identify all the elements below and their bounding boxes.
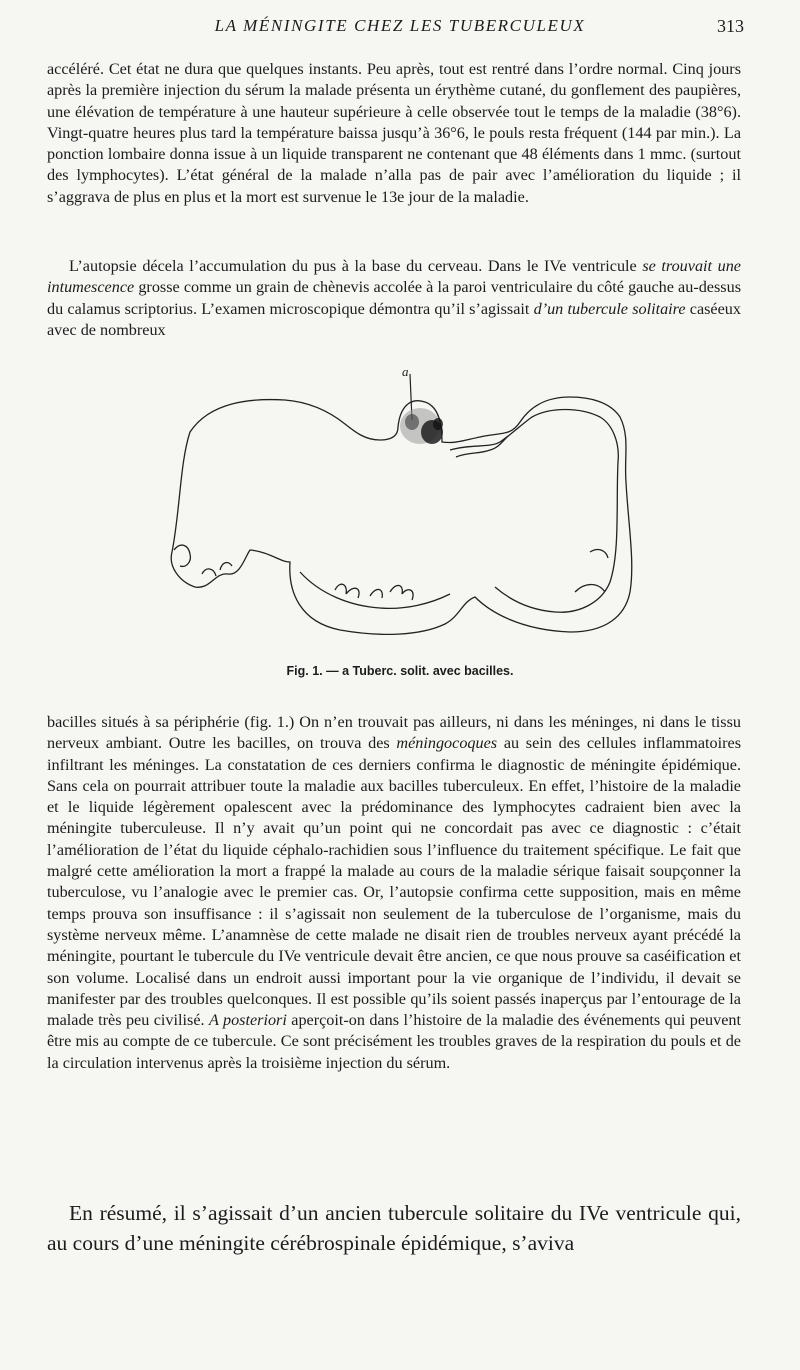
paragraph-2-text-e: caséeux avec de nombreux xyxy=(47,299,741,339)
paragraph-2-text-a: L’autopsie décela l’accumulation du pus à la base du cerveau. Dans le IVe ventricule xyxy=(69,257,643,275)
page-header xyxy=(0,14,800,42)
paragraph-2-italic-d: d’un tubercule solitaire xyxy=(533,299,686,318)
paragraph-1-text: accéléré. Cet état ne dura que quelques instants. Peu après, tout est rentré dans l’ordre normal. Cinq jours après la première injection du sérum la malade présenta un érythème cutané, du gonflement des paupières, une élévation de température à une hauteur supérieure à celle observée tout le temps de la maladie (38°6). Vingt-quatre heures plus tard la température baissa jusqu’à 36°6, le pouls resta fréquent (144 par min.). La ponction lombaire donna issue à un liquide transparent ne contenant que 48 éléments dans 1 mmc. (surtout des lymphocytes). L’état général de la malade n’alla pas de pair avec l’amélioration du liquide ; il s’aggrava de plus en plus et la mort est survenue le 13e jour de la maladie. xyxy=(47,60,741,206)
left-squiggle xyxy=(174,545,232,576)
brain-section-drawing xyxy=(150,362,650,642)
paragraph-3-text-e: aperçoit-on dans l’histoire de la maladie des événements qui peuvent être mis au compte de ce tubercule. Ce sont précisément les troubles graves de la respiration du pouls et de la circulation intervenus après la troisième injection du sérum. xyxy=(47,1011,741,1072)
running-title: LA MÉNINGITE CHEZ LES TUBERCULEUX xyxy=(214,16,586,35)
paragraph-2-italic-b: se trouvait une intumescence xyxy=(47,257,741,297)
paragraph-3-text-a: bacilles situés à sa périphérie (fig. 1.) On n’en trouvait pas ailleurs, ni dans les méninges, ni dans le tissu nerveux ambiant. Outre les bacilles, on trouva des xyxy=(47,713,741,753)
paragraph-2 xyxy=(47,256,741,341)
paragraph-2-text-c: grosse comme un grain de chènevis accolée à la paroi ventriculaire du côté gauche au-dessus du calamus scriptorius. L’examen microscopique démontra qu’il s’agissait xyxy=(47,278,741,318)
convolution-2 xyxy=(575,550,608,592)
paragraph-4 xyxy=(47,1198,741,1258)
paragraph-4-text: En résumé, il s’agissait d’un ancien tubercule solitaire du IVe ventricule qui, au cours d’une méningite cérébrospinale épidémique, s’aviva xyxy=(47,1201,741,1255)
inner-contour xyxy=(450,410,618,613)
ventricle-line xyxy=(456,436,508,457)
paragraph-3 xyxy=(47,712,741,1074)
convolution-1 xyxy=(335,584,413,600)
paragraph-3-italic-d: A posteriori xyxy=(208,1011,287,1030)
paragraph-3-text-c: au sein des cellules inflammatoires infiltrant les méninges. La constatation de ces derniers confirma le diagnostic de méningite épidémique. Sans cela on pourrait attribuer toute la maladie aux bacilles tuberculeux. En effet, l’histoire de la maladie et le liquide légèrement opalescent avec la prédominance des lymphocytes cadraient bien avec la méningite tuberculeuse. Il n’y avait qu’un point qui ne concordait pas avec ce diagnostic : c’était l’amélioration de l’état du liquide céphalo-rachidien sous l’influence du traitement spécifique. Le fait que malgré cette amélioration la mort a frappé la malade au cours de la maladie sérique faisait soupçonner la tuberculose, vu l’analogie avec le premier cas. Or, l’autopsie confirma cette supposition, mais en même temps prouva son insuffisance : il s’agissait non seulement de la tuberculose de l’organisme, mais du système nerveux même. L’anamnèse de cette malade ne disait rien de troubles nerveux ayant précédé la méningite, pourtant le tubercule du IVe ventricule devait être ancien, ce que nous prouve sa caséification et son volume. Localisé dans un endroit aussi important pour la vie organique de l’individu, il devait se manifester par des troubles quelconques. Il est possible qu’ils soient passés inaperçus par l’entourage de la malade très peu civilisé. xyxy=(47,734,741,1030)
figure-brain-section xyxy=(150,362,650,642)
page-number: 313 xyxy=(717,16,744,36)
paragraph-3-italic-b: méningocoques xyxy=(396,734,498,753)
figure-caption: Fig. 1. — a Tuberc. solit. avec bacilles. xyxy=(286,664,514,678)
paragraph-1 xyxy=(47,59,741,208)
figure-label-a: a xyxy=(402,364,409,379)
